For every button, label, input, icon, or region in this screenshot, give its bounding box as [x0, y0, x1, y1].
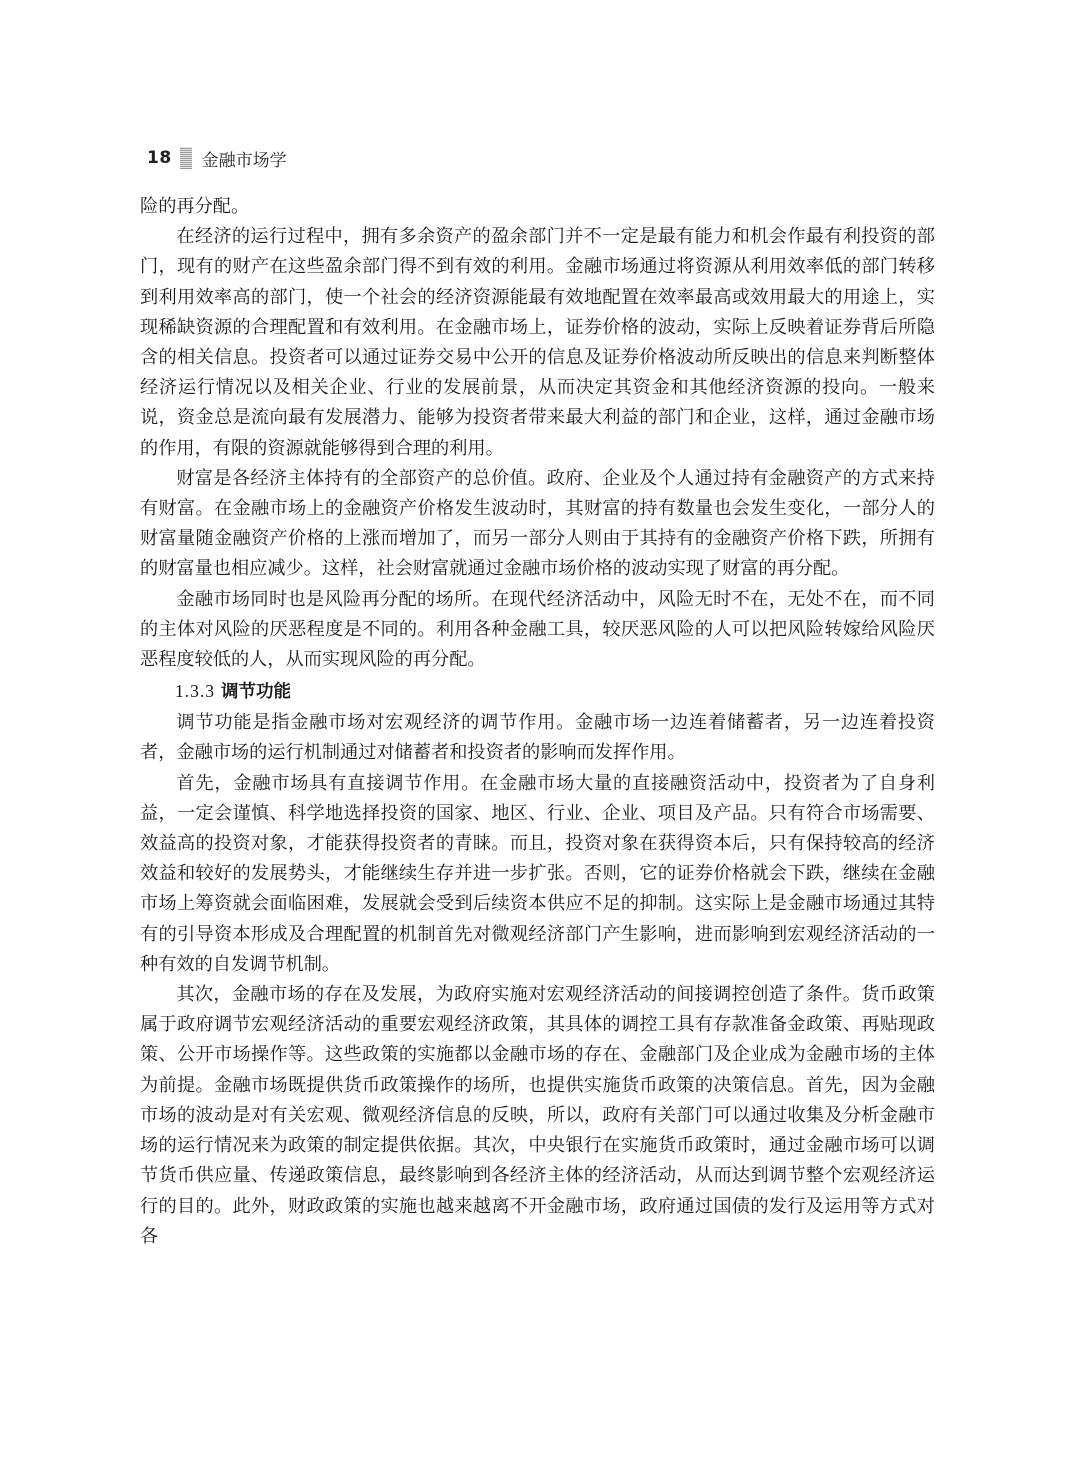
paragraph: 其次，金融市场的存在及发展，为政府实施对宏观经济活动的间接调控创造了条件。货币政策属于政府调节宏观经济活动的重要宏观经济政策，其具体的调控工具有存款准备金政策、再贴现政策、公开市场操作等。这些政策的实施都以金融市场的存在、金融部门及企业成为金融市场的主体为前提。金融市场既提供货币政策操作的场所，也提供实施货币政策的决策信息。首先，因为金融市场的波动是对有关宏观、微观经济信息的反映，所以，政府有关部门可以通过收集及分析金融市场的运行情况来为政策的制定提供依据。其次，中央银行在实施货币政策时，通过金融市场可以调节货币供应量、传递政策信息，最终影响到各经济主体的经济活动，从而达到调节整个宏观经济运行的目的。此外，财政政策的实施也越来越离不开金融市场，政府通过国债的发行及运用等方式对各	[140, 984, 935, 1247]
section-title: 调节功能	[221, 682, 291, 703]
page-number: 18	[147, 148, 172, 168]
paragraph: 首先，金融市场具有直接调节作用。在金融市场大量的直接融资活动中，投资者为了自身利益，一定会谨慎、科学地选择投资的国家、地区、行业、企业、项目及产品。只有符合市场需要、效益高的投资对象，才能获得投资者的青睐。而且，投资对象在获得资本后，只有保持较高的经济效益和较好的发展势头，才能继续生存并进一步扩张。否则，它的证券价格就会下跌，继续在金融市场上筹资就会面临困难，发展就会受到后续资本供应不足的抑制。这实际上是金融市场通过其特有的引导资本形成及合理配置的机制首先对微观经济部门产生影响，进而影响到宏观经济活动的一种有效的自发调节机制。	[140, 772, 935, 975]
paragraph: 险的再分配。	[140, 196, 250, 217]
section-number: 1.3.3	[175, 681, 215, 702]
header-decoration	[180, 147, 192, 169]
body-text	[140, 192, 935, 1252]
paragraph: 调节功能是指金融市场对宏观经济的调节作用。金融市场一边连着储蓄者，另一边连着投资者，金融市场的运行机制通过对储蓄者和投资者的影响而发挥作用。	[140, 712, 935, 764]
paragraph: 在经济的运行过程中，拥有多余资产的盈余部门并不一定是最有能力和机会作最有利投资的部门，现有的财产在这些盈余部门得不到有效的利用。金融市场通过将资源从利用效率低的部门转移到利用效率高的部门，使一个社会的经济资源能最有效地配置在效率最高或效用最大的用途上，实现稀缺资源的合理配置和有效利用。在金融市场上，证券价格的波动，实际上反映着证券背后所隐含的相关信息。投资者可以通过证券交易中公开的信息及证券价格波动所反映出的信息来判断整体经济运行情况以及相关企业、行业的发展前景，从而决定其资金和其他经济资源的投向。一般来说，资金总是流向最有发展潜力、能够为投资者带来最大利益的部门和企业，这样，通过金融市场的作用，有限的资源就能够得到合理的利用。	[140, 226, 935, 459]
paragraph: 财富是各经济主体持有的全部资产的总价值。政府、企业及个人通过持有金融资产的方式来持有财富。在金融市场上的金融资产价格发生波动时，其财富的持有数量也会发生变化，一部分人的财富量随金融资产价格的上涨而增加了，而另一部分人则由于其持有的金融资产价格下跌，所拥有的财富量也相应减少。这样，社会财富就通过金融市场价格的波动实现了财富的再分配。	[140, 467, 935, 580]
book-title: 金融市场学	[201, 150, 287, 171]
paragraph: 金融市场同时也是风险再分配的场所。在现代经济活动中，风险无时不在，无处不在，而不同的主体对风险的厌恶程度是不同的。利用各种金融工具，较厌恶风险的人可以把风险转嫁给风险厌恶程度较低的人，从而实现风险的再分配。	[140, 588, 935, 671]
section-heading	[140, 675, 935, 708]
running-head	[147, 143, 287, 173]
